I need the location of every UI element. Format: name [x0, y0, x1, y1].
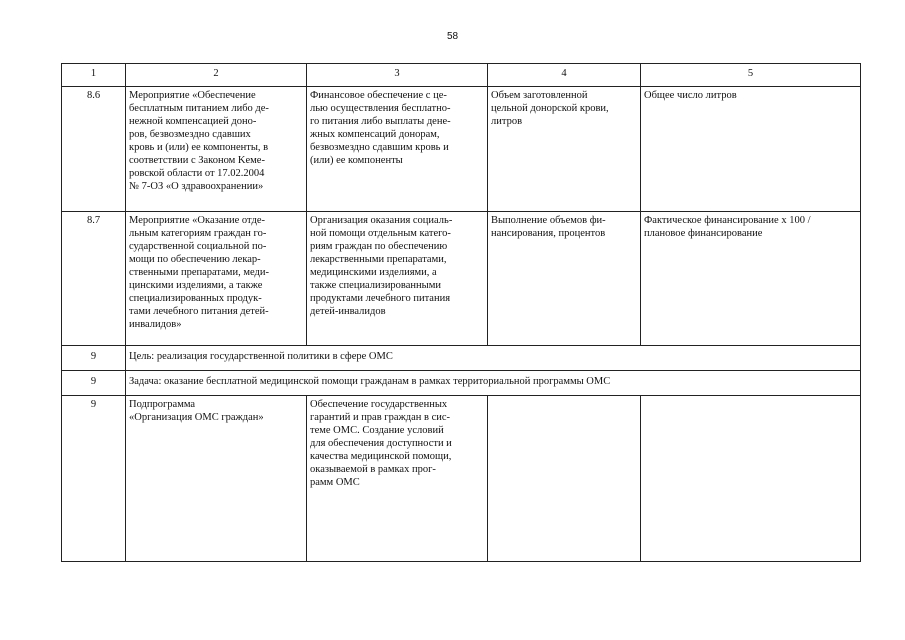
task-text: Задача: оказание бесплатной медицинской помощи гражданам в рамках территориальной программы ОМС [126, 371, 861, 396]
row-number: 8.7 [62, 212, 126, 346]
indicator-name-cell [488, 87, 641, 212]
indicator-name-text: Выполнение объемов фи- нансирования, процентов [491, 215, 606, 239]
measure-name-text: Мероприятие «Обеспечение бесплатным питанием либо де- нежной компенсацией доно- ров, безвозмездно сдавших кровь и (или) ее компоненты, в соответствии с Законом Keме- ровской области от 17.02.2004 № 7-ОЗ «О здравоохранении» [129, 90, 269, 192]
header-cell-2: 2 [126, 64, 307, 87]
subprogram-name-text: Подпрограмма «Организация ОМС граждан» [129, 399, 264, 423]
measure-description-text: Организация оказания социаль- ной помощи отдельным катего- риям граждан по обеспечению лекарственными препаратами, медицинскими изделиями, а также специализированными продуктами лечебного питания детей-инвалидов [310, 215, 453, 317]
subprogram-name-cell [126, 396, 307, 562]
row-number: 9 [62, 371, 126, 396]
subprogram-description-cell [307, 396, 488, 562]
measure-name-cell [126, 212, 307, 346]
measure-name-cell [126, 87, 307, 212]
indicator-formula-cell [641, 396, 861, 562]
indicator-name-cell [488, 396, 641, 562]
header-cell-4: 4 [488, 64, 641, 87]
indicator-name-cell [488, 212, 641, 346]
header-cell-5: 5 [641, 64, 861, 87]
indicator-formula-cell [641, 87, 861, 212]
measure-description-cell [307, 212, 488, 346]
page-number: 58 [446, 31, 459, 42]
indicator-table [61, 63, 861, 562]
subprogram-description-text: Обеспечение государственных гарантий и прав граждан в сис- теме ОМС. Создание условий для обеспечения доступности и качества медицинской помощи, оказываемой в рамках прог- рамм ОМС [310, 399, 452, 488]
indicator-formula-text: Фактическое финансирование х 100 / плановое финансирование [644, 215, 811, 239]
goal-row [62, 346, 861, 371]
indicator-name-text: Объем заготовленной цельной донорской крови, литров [491, 90, 609, 127]
header-cell-1: 1 [62, 64, 126, 87]
subprogram-row [62, 396, 861, 562]
measure-description-text: Финансовое обеспечение с це- лью осуществления бесплатно- го питания либо выплаты дене- жных компенсаций донорам, безвозмездно сдавшим кровь и (или) ее компоненты [310, 90, 451, 166]
task-row [62, 371, 861, 396]
goal-text: Цель: реализация государственной политики в сфере ОМС [126, 346, 861, 371]
indicator-formula-cell [641, 212, 861, 346]
row-number: 9 [62, 346, 126, 371]
table-row [62, 87, 861, 212]
indicator-formula-text: Общее число литров [644, 90, 737, 101]
header-cell-3: 3 [307, 64, 488, 87]
table-row [62, 212, 861, 346]
row-number: 9 [62, 396, 126, 562]
measure-description-cell [307, 87, 488, 212]
row-number: 8.6 [62, 87, 126, 212]
measure-name-text: Мероприятие «Оказание отде- льным категориям граждан го- сударственной социальной по- мощи по обеспечению лекар- ственными препаратами, меди- цинскими изделиями, а также специализированных продук- тами лечебного питания детей- инвалидов» [129, 215, 269, 330]
table-header-row [62, 64, 861, 87]
